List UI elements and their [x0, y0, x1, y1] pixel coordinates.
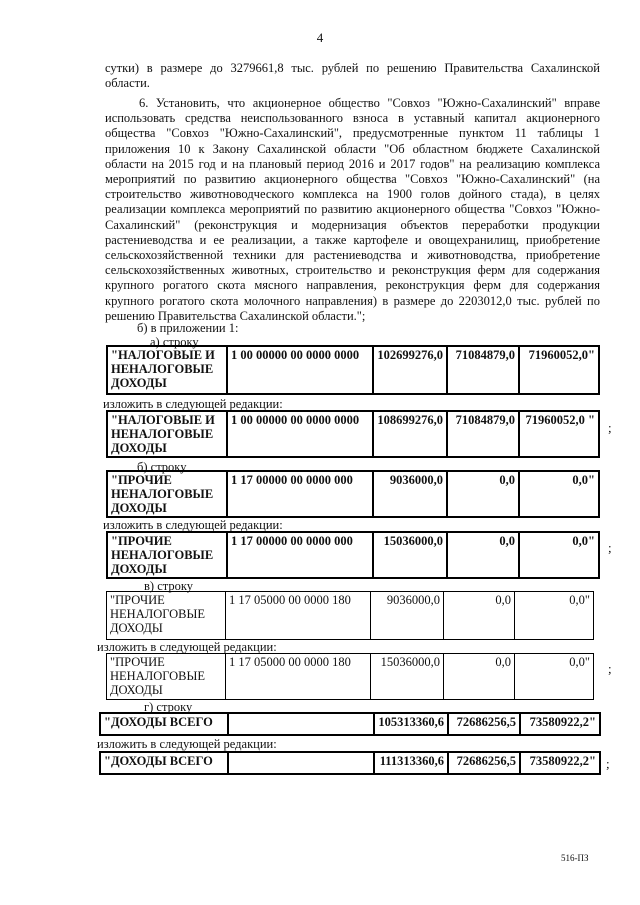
label-new-edition: изложить в следующей редакции:: [103, 397, 283, 411]
row-code: 1 17 00000 00 0000 000: [227, 532, 373, 578]
row-value-2015: 15036000,0: [373, 532, 447, 578]
row-value-2015: 15036000,0: [371, 654, 444, 700]
label-b-row: б) строку: [137, 460, 187, 474]
row-name: "ДОХОДЫ ВСЕГО: [100, 713, 228, 735]
row-name: "НАЛОГОВЫЕ И НЕНАЛОГОВЫЕ ДОХОДЫ: [107, 411, 227, 457]
row-value-2017: 0,0": [519, 532, 599, 578]
row-value-2015: 9036000,0: [371, 592, 444, 640]
row-value-2016: 0,0: [447, 471, 519, 517]
row-name: "ПРОЧИЕ НЕНАЛОГОВЫЕ ДОХОДЫ: [107, 592, 226, 640]
table-row-a-new: [106, 410, 600, 458]
row-value-2017: 0,0": [515, 592, 594, 640]
row-value-2015: 111313360,6: [374, 752, 448, 774]
label-appendix-1: б) в приложении 1:: [137, 321, 239, 335]
row-value-2016: 0,0: [444, 654, 515, 700]
table-row-b-new: [106, 531, 600, 579]
label-v-row: в) строку: [144, 579, 193, 593]
table-row-g-old: [99, 712, 601, 736]
row-name: "ПРОЧИЕ НЕНАЛОГОВЫЕ ДОХОДЫ: [107, 471, 227, 517]
paragraph-6: 6. Установить, что акционерное общество "Совхоз "Южно-Сахалинский" вправе использовать средства неиспользованного взноса в уставный капитал акционерного общества "Совхоз "Южно-Сахалинский", предусмотренные пунктом 11 таблицы 1 приложения 10 к Закону Сахалинской области "Об областном бюджете Сахалинской области на 2015 год и на плановый период 2016 и 2017 годов" на реализацию комплекса мероприятий по развитию акционерного общества "Совхоз "Южно-Сахалинский" (на строительство животноводческого комплекса на 1900 голов дойного стада), в целях реализации комплекса мероприятий по развитию акционерного общества "Совхоз "Южно-Сахалинский" (реконструкция и модернизация объектов переработки продукции растениеводства и ее реализации, а также картофеле и овощехранилищ, приобретение сельскохозяйственной техники для растениеводства и животноводства, приобретение сельскохозяйственных животных, строительство и реконструкция ферм для содержания крупного рогатого скота мясного направления, реконструкция ферм для содержания крупного рогатого скота молочного направления) в размере до 2203012,0 тыс. рублей по решению Правительства Сахалинской области.";: [105, 96, 600, 323]
row-code: 1 17 05000 00 0000 180: [226, 592, 371, 640]
document-code: 516-ПЗ: [561, 853, 589, 863]
table-row-b-old: [106, 470, 600, 518]
table-row-v-old: [106, 591, 594, 640]
row-value-2016: 71084879,0: [447, 346, 519, 394]
row-name: "ДОХОДЫ ВСЕГО: [100, 752, 228, 774]
row-code: [228, 752, 374, 774]
row-value-2015: 105313360,6: [374, 713, 448, 735]
table-row-a-old: [106, 345, 600, 395]
row-code: 1 00 00000 00 0000 0000: [227, 411, 373, 457]
page-number: 4: [316, 30, 324, 45]
row-name: "ПРОЧИЕ НЕНАЛОГОВЫЕ ДОХОДЫ: [107, 532, 227, 578]
table-row-g-new: [99, 751, 601, 775]
row-name: "НАЛОГОВЫЕ И НЕНАЛОГОВЫЕ ДОХОДЫ: [107, 346, 227, 394]
row-value-2017: 73580922,2": [520, 752, 600, 774]
row-value-2017: 71960052,0": [519, 346, 599, 394]
row-value-2017: 0,0": [519, 471, 599, 517]
row-name: "ПРОЧИЕ НЕНАЛОГОВЫЕ ДОХОДЫ: [107, 654, 226, 700]
semicolon: ;: [608, 420, 612, 435]
row-code: 1 17 05000 00 0000 180: [226, 654, 371, 700]
row-value-2015: 9036000,0: [373, 471, 447, 517]
row-code: [228, 713, 374, 735]
label-g-row: г) строку: [144, 700, 193, 714]
row-value-2016: 0,0: [447, 532, 519, 578]
label-new-edition: изложить в следующей редакции:: [97, 737, 277, 751]
row-code: 1 00 00000 00 0000 0000: [227, 346, 373, 394]
row-value-2015: 108699276,0: [373, 411, 447, 457]
row-value-2017: 73580922,2": [520, 713, 600, 735]
semicolon: ;: [606, 756, 610, 771]
semicolon: ;: [608, 661, 612, 676]
row-value-2016: 0,0: [444, 592, 515, 640]
row-value-2017: 0,0": [515, 654, 594, 700]
label-new-edition: изложить в следующей редакции:: [103, 518, 283, 532]
paragraph-continuation: сутки) в размере до 3279661,8 тыс. рублей по решению Правительства Сахалинской области.: [105, 61, 600, 91]
row-value-2016: 72686256,5: [448, 713, 520, 735]
row-value-2015: 102699276,0: [373, 346, 447, 394]
row-value-2017: 71960052,0 ": [519, 411, 599, 457]
semicolon: ;: [608, 540, 612, 555]
row-value-2016: 71084879,0: [447, 411, 519, 457]
label-new-edition: изложить в следующей редакции:: [97, 640, 277, 654]
row-value-2016: 72686256,5: [448, 752, 520, 774]
table-row-v-new: [106, 653, 594, 700]
label-a-row: а) строку: [150, 335, 199, 349]
row-code: 1 17 00000 00 0000 000: [227, 471, 373, 517]
